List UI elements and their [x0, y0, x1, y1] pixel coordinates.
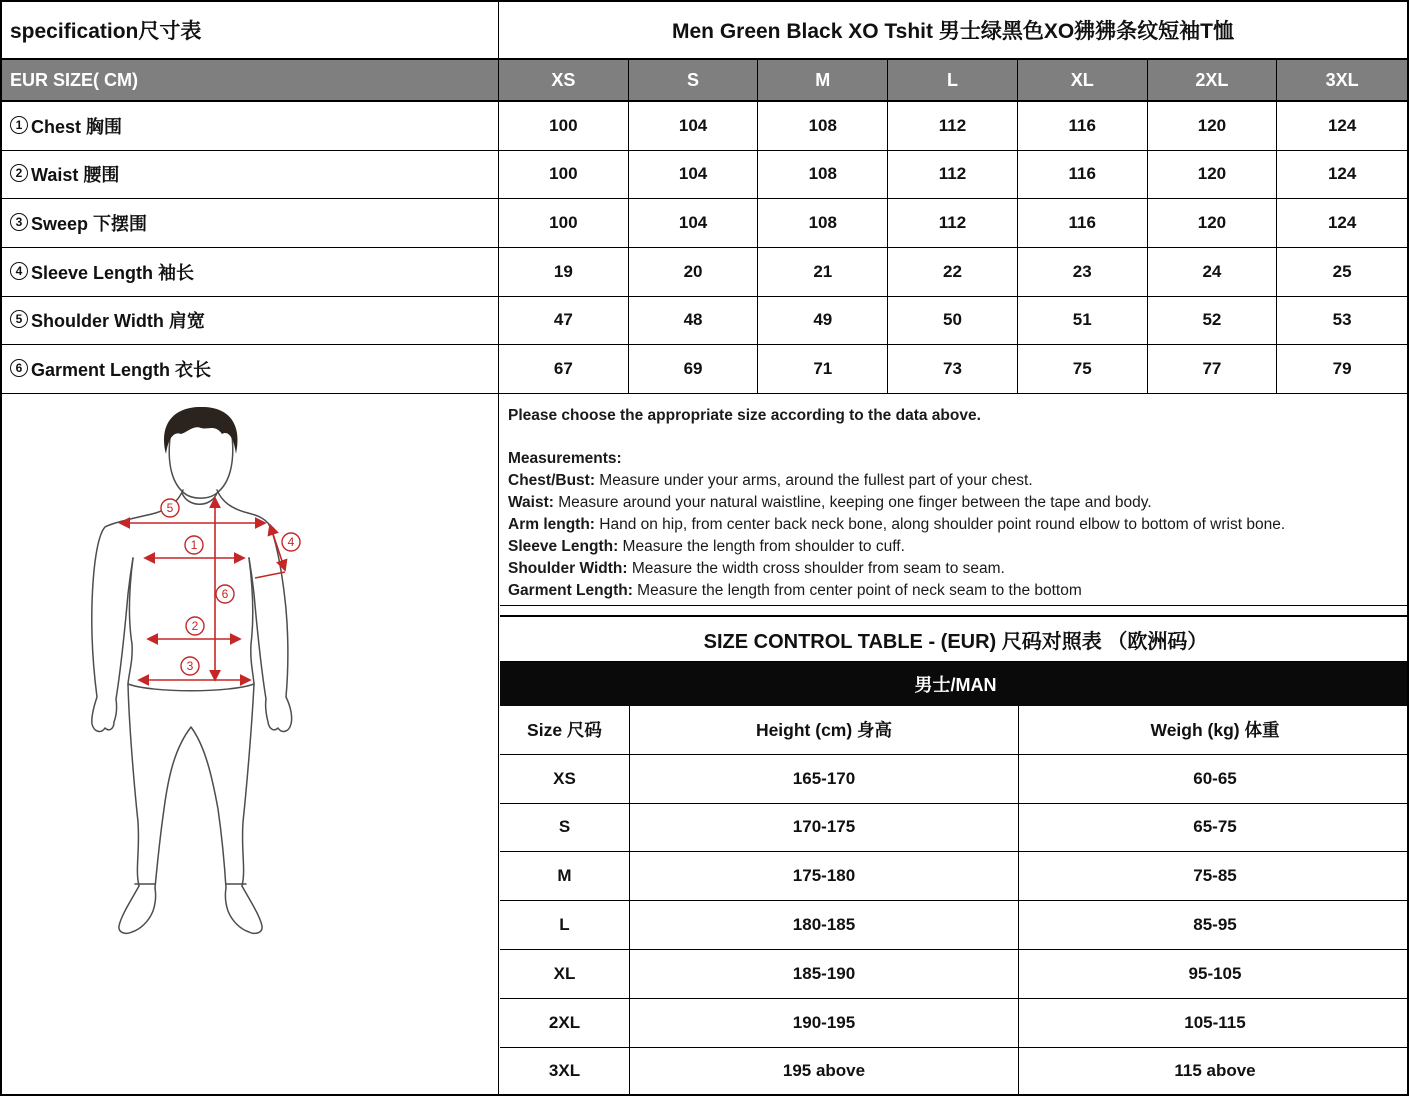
spec-value-cell: 124	[1277, 151, 1407, 200]
spec-value-cell: 100	[499, 102, 629, 151]
spec-value-cell: 112	[888, 102, 1018, 151]
instruction-line	[508, 580, 1401, 602]
spec-sheet-title: specification尺寸表	[2, 2, 499, 58]
circled-number: 4	[10, 262, 28, 280]
size-column-header: S	[629, 60, 759, 100]
spec-value-cell: 23	[1018, 248, 1148, 297]
spec-value-cell: 48	[629, 297, 759, 346]
instruction-desc: Measure the length from center point of neck seam to the bottom	[632, 582, 1082, 599]
instruction-line	[508, 536, 1401, 558]
choose-size-note: Please choose the appropriate size according to the data above.	[508, 407, 981, 424]
spec-value-cell: 79	[1277, 345, 1407, 394]
spec-value-cell: 53	[1277, 297, 1407, 346]
man-table-size-cell: 3XL	[500, 1048, 630, 1096]
spec-row-label-text: Chest 胸围	[31, 116, 123, 137]
badge-3: 3	[186, 659, 194, 673]
spec-value-cell: 104	[629, 151, 759, 200]
man-table-column-header: Height (cm) 身高	[630, 706, 1019, 755]
spec-row-label-text: Garment Length 衣长	[31, 360, 212, 381]
measuring-instructions	[500, 394, 1409, 606]
spec-value-cell: 100	[499, 199, 629, 248]
spec-measurement-rows	[2, 102, 1407, 394]
spec-value-cell: 108	[758, 151, 888, 200]
spec-value-cell: 19	[499, 248, 629, 297]
badge-5: 5	[166, 501, 174, 515]
man-table-height-cell: 195 above	[630, 1048, 1019, 1096]
instruction-line	[508, 558, 1401, 580]
instruction-line	[508, 514, 1401, 536]
spec-row-label	[2, 151, 499, 200]
spec-value-cell: 49	[758, 297, 888, 346]
man-table-column-header: Size 尺码	[500, 706, 630, 755]
size-control-title: SIZE CONTROL TABLE - (EUR) 尺码对照表 （欧洲码）	[500, 617, 1409, 662]
spec-row-label	[2, 102, 499, 151]
spec-value-cell: 112	[888, 151, 1018, 200]
man-size-grid	[500, 706, 1409, 1096]
man-table-column-header: Weigh (kg) 体重	[1019, 706, 1409, 755]
spec-value-cell: 69	[629, 345, 759, 394]
spec-value-cell: 104	[629, 199, 759, 248]
spec-value-cell: 120	[1148, 199, 1278, 248]
size-control-table	[500, 615, 1409, 1096]
spec-row-label-text: Sleeve Length 袖长	[31, 262, 195, 283]
badge-4: 4	[287, 535, 295, 549]
man-table-height-cell: 165-170	[630, 755, 1019, 804]
instruction-term: Chest/Bust:	[508, 472, 595, 489]
product-title: Men Green Black XO Tshit 男士绿黑色XO狒狒条纹短袖T恤	[671, 20, 1234, 43]
man-table-size-cell: L	[500, 901, 630, 950]
size-column-header: 2XL	[1148, 60, 1278, 100]
instruction-term: Shoulder Width:	[508, 560, 628, 577]
spec-value-cell: 22	[888, 248, 1018, 297]
title-row	[2, 2, 1407, 58]
circled-number: 5	[10, 310, 28, 328]
circled-number: 2	[10, 164, 28, 182]
hair	[164, 407, 238, 454]
spec-value-cell: 112	[888, 199, 1018, 248]
measurement-number-badges	[161, 499, 300, 675]
spec-value-cell: 108	[758, 199, 888, 248]
instruction-desc: Measure the width cross shoulder from seam to seam.	[627, 560, 1005, 577]
spec-value-cell: 71	[758, 345, 888, 394]
badge-2: 2	[191, 619, 199, 633]
spec-value-cell: 50	[888, 297, 1018, 346]
instruction-term: Arm length:	[508, 516, 595, 533]
spec-row-label-text: Sweep 下摆围	[31, 214, 148, 235]
instruction-desc: Measure around your natural waistline, keeping one finger between the tape and body.	[553, 494, 1152, 511]
spec-value-cell: 116	[1018, 151, 1148, 200]
man-table-weight-cell: 105-115	[1019, 999, 1409, 1048]
spec-value-cell: 124	[1277, 199, 1407, 248]
man-table-weight-cell: 95-105	[1019, 950, 1409, 999]
man-table-weight-cell: 115 above	[1019, 1048, 1409, 1096]
circled-number: 6	[10, 359, 28, 377]
spec-value-cell: 51	[1018, 297, 1148, 346]
instruction-desc: Measure the length from shoulder to cuff.	[618, 538, 905, 555]
man-table-height-cell: 185-190	[630, 950, 1019, 999]
spec-value-cell: 47	[499, 297, 629, 346]
size-column-header: L	[888, 60, 1018, 100]
size-column-header: 3XL	[1325, 69, 1359, 90]
man-table-height-cell: 170-175	[630, 804, 1019, 853]
spec-row-label-text: Waist 腰围	[31, 165, 120, 186]
badge-6: 6	[221, 587, 229, 601]
size-column-header: M	[758, 60, 888, 100]
spec-value-cell: 104	[629, 102, 759, 151]
spec-value-cell: 24	[1148, 248, 1278, 297]
spec-value-cell: 100	[499, 151, 629, 200]
eur-size-corner-label: EUR SIZE( CM)	[2, 60, 499, 100]
instruction-term: Sleeve Length:	[508, 538, 619, 555]
size-header-row	[2, 58, 1407, 102]
spec-row-label	[2, 297, 499, 346]
spec-value-cell: 108	[758, 102, 888, 151]
spec-row-label-text: Shoulder Width 肩宽	[31, 311, 205, 332]
instruction-line	[508, 492, 1401, 514]
man-group-header: 男士/MAN	[500, 662, 1409, 706]
man-table-weight-cell: 65-75	[1019, 804, 1409, 853]
badge-1: 1	[190, 538, 198, 552]
circled-number: 3	[10, 213, 28, 231]
man-table-height-cell: 175-180	[630, 852, 1019, 901]
size-column-header: XL	[1018, 60, 1148, 100]
measurement-figure-panel	[2, 394, 499, 1096]
spec-value-cell: 120	[1148, 102, 1278, 151]
spec-value-cell: 67	[499, 345, 629, 394]
spec-value-cell: 120	[1148, 151, 1278, 200]
instruction-term: Garment Length:	[508, 582, 633, 599]
spec-value-cell: 75	[1018, 345, 1148, 394]
spec-value-cell: 52	[1148, 297, 1278, 346]
measurement-instruction-list	[508, 470, 1401, 602]
spec-value-cell: 77	[1148, 345, 1278, 394]
man-table-size-cell: M	[500, 852, 630, 901]
circled-number: 1	[10, 116, 28, 134]
spec-value-cell: 25	[1277, 248, 1407, 297]
spec-value-cell: 20	[629, 248, 759, 297]
spec-value-cell: 73	[888, 345, 1018, 394]
man-outline	[92, 436, 292, 933]
spec-row-label	[2, 248, 499, 297]
spec-value-cell: 124	[1277, 102, 1407, 151]
man-table-size-cell: S	[500, 804, 630, 853]
spec-value-cell: 116	[1018, 199, 1148, 248]
size-column-header: XS	[499, 60, 629, 100]
man-table-weight-cell: 75-85	[1019, 852, 1409, 901]
spec-value-cell: 21	[758, 248, 888, 297]
man-table-weight-cell: 60-65	[1019, 755, 1409, 804]
spec-row-label	[2, 199, 499, 248]
body-measurement-diagram	[2, 394, 499, 1096]
spec-row-label	[2, 345, 499, 394]
instruction-desc: Measure under your arms, around the fullest part of your chest.	[594, 472, 1033, 489]
man-table-size-cell: 2XL	[500, 999, 630, 1048]
spec-value-cell: 116	[1018, 102, 1148, 151]
man-table-size-cell: XL	[500, 950, 630, 999]
man-table-height-cell: 190-195	[630, 999, 1019, 1048]
instruction-desc: Hand on hip, from center back neck bone, along shoulder point round elbow to bottom of wrist bone.	[594, 516, 1286, 533]
instruction-term: Waist:	[508, 494, 554, 511]
man-table-height-cell: 180-185	[630, 901, 1019, 950]
man-table-size-cell: XS	[500, 755, 630, 804]
man-table-weight-cell: 85-95	[1019, 901, 1409, 950]
instruction-line	[508, 470, 1401, 492]
measurements-heading: Measurements:	[508, 450, 622, 467]
